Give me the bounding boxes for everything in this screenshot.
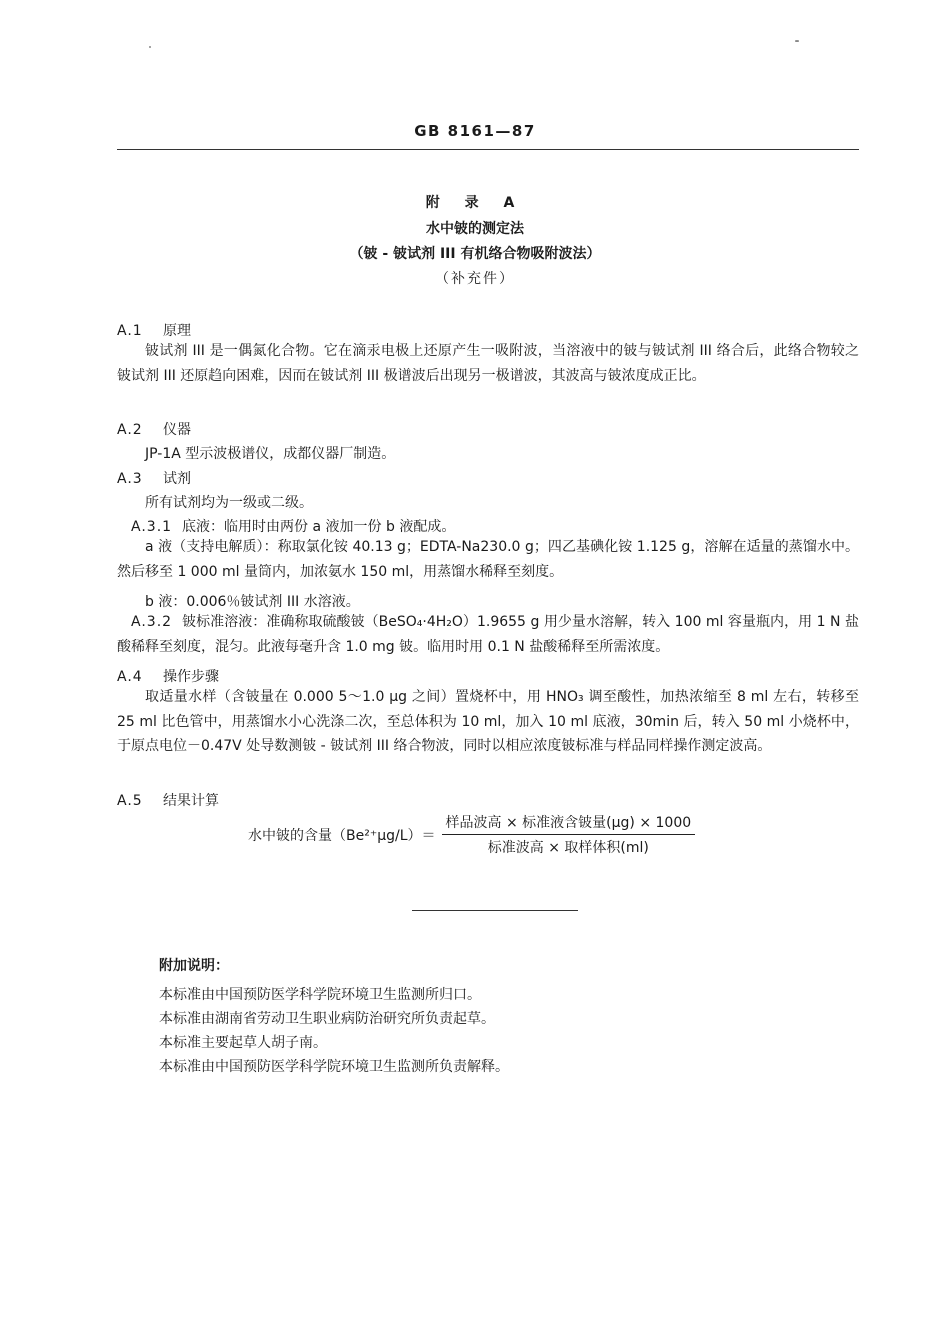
section-a5-heading [117,790,219,810]
note-item: 本标准由湖南省劳动卫生职业病防治研究所负责起草。 [159,1011,495,1027]
notes-heading: 附加说明： [159,958,229,974]
note-item: 本标准由中国预防医学科学院环境卫生监测所归口。 [159,987,481,1003]
section-number: A.5 [117,793,143,809]
subsection-number: A.3.2 [131,614,173,630]
section-a3-heading [117,468,191,488]
scan-speck [795,40,799,42]
section-a2-heading [117,419,191,439]
section-title: 结果计算 [163,793,219,809]
note-item: 本标准由中国预防医学科学院环境卫生监测所负责解释。 [159,1059,509,1075]
b-liquid-text: b 液：0.006％铍试剂 III 水溶液。 [145,594,360,610]
formula-numerator: 样品波高 × 标准液含铍量(μg) × 1000 [442,812,696,835]
subsection-text: 铍标准溶液：准确称取硫酸铍（BeSO₄·4H₂O）1.9655 g 用少量水溶解，转入 100 ml 容量瓶内，用 1 N 盐酸稀释至刻度，混匀。此液每毫升含 1.0 mg 铍。临用时用 0.1 N 盐酸稀释至所需浓度。 [117,614,859,655]
formula-lhs: 水中铍的含量（Be²⁺μg/L）＝ [248,827,436,844]
section-a3-intro: 所有试剂均为一级或二级。 [145,495,313,511]
section-a1-text: 铍试剂 III 是一偶氮化合物。它在滴汞电极上还原产生一吸附波，当溶液中的铍与铍试剂 III 络合后，此络合物较之铍试剂 III 还原趋向困难，因而在铍试剂 III 极谱波后出现另一极谱波，其波高与铍浓度成正比。 [117,343,859,384]
appendix-label: 附 录 A [425,195,525,211]
section-number: A.2 [117,422,143,438]
section-title: 仪器 [163,422,191,438]
additional-notes [159,955,509,1079]
scan-speck [149,46,151,48]
a-liquid-text: a 液（支持电解质）：称取氯化铵 40.13 g；EDTA-Na230.0 g；四乙基碘化铵 1.125 g，溶解在适量的蒸馏水中。然后移至 1 000 ml 量筒内，加浓氨水 150 ml，用蒸馏水稀释至刻度。 [117,539,859,580]
formula-denominator: 标准波高 × 取样体积(ml) [487,840,649,856]
end-rule [412,910,578,911]
appendix-type: （补充件） [435,271,515,287]
section-title: 操作步骤 [163,669,219,685]
section-a32 [117,610,859,659]
note-item: 本标准主要起草人胡子南。 [159,1035,327,1051]
section-a4-heading [117,666,219,686]
subsection-text: 底液：临用时由两份 a 液加一份 b 液配成。 [182,519,456,535]
section-number: A.1 [117,323,143,339]
header-rule [117,149,859,150]
section-number: A.4 [117,669,143,685]
section-a2-text: JP-1A 型示波极谱仪，成都仪器厂制造。 [145,446,396,462]
section-a31-heading [131,516,455,536]
formula-fraction [442,812,696,857]
method-subtitle: （铍 - 铍试剂 III 有机络合物吸附波法） [349,246,601,262]
section-title: 试剂 [163,471,191,487]
standard-number: GB 8161—87 [414,122,536,140]
section-number: A.3 [117,471,143,487]
section-title: 原理 [163,323,191,339]
result-formula [248,812,695,857]
appendix-title: 水中铍的测定法 [426,221,524,237]
section-a1-heading [117,320,191,340]
subsection-number: A.3.1 [131,519,173,535]
section-a4-text: 取适量水样（含铍量在 0.000 5～1.0 μg 之间）置烧杯中，用 HNO₃ 调至酸性，加热浓缩至 8 ml 左右，转移至 25 ml 比色管中，用蒸馏水小心洗涤二次，至总体积为 10 ml，加入 10 ml 底液，30min 后，转入 50 ml 小烧杯中，于原点电位－0.47V 处导数测铍 - 铍试剂 III 络合物波，同时以相应浓度铍标准与样品同样操作测定波高。 [117,689,859,754]
